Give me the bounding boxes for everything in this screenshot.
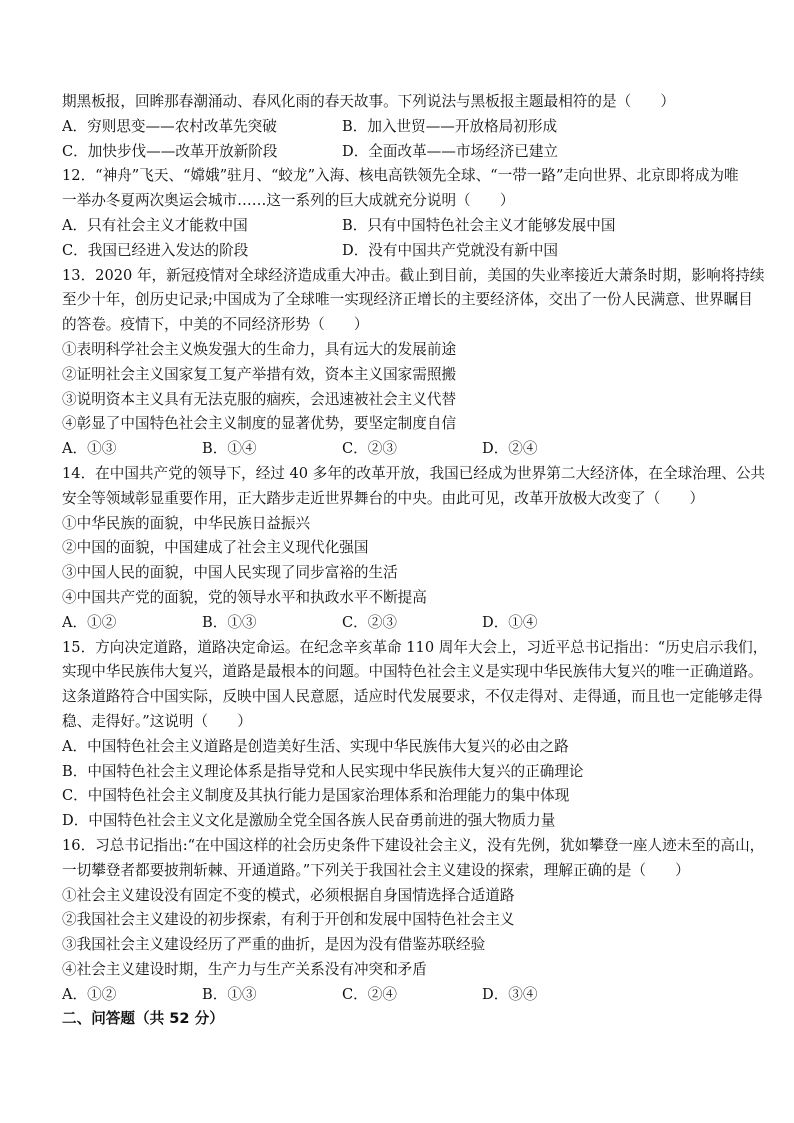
q13-options <box>62 437 794 462</box>
q14-options <box>62 611 794 636</box>
q13-statement-4: ④彰显了中国特色社会主义制度的显著优势，要坚定制度自信 <box>62 415 457 433</box>
q12-option-b[interactable]: B．只有中国特色社会主义才能够发展中国 <box>342 216 616 234</box>
q14-option-b[interactable]: B．①③ <box>202 613 257 631</box>
q15-option-a[interactable]: A．中国特色社会主义道路是创造美好生活、实现中华民族伟大复兴的必由之路 <box>62 737 569 755</box>
q12-stem-line1: 12．“神舟”飞天、“嫦娥”驻月、“蛟龙”入海、核电高铁领先全球、“一带一路”走向世界、北京即将成为唯 <box>62 167 739 185</box>
q14-statement-2: ②中国的面貌，中国建成了社会主义现代化强国 <box>62 539 369 557</box>
q16-stem-line1: 16．习总书记指出:“在中国这样的社会历史条件下建设社会主义，没有先例，犹如攀登一座人迹未至的高山， <box>62 836 765 854</box>
q13-stem-line1: 13．2020 年，新冠疫情对全球经济造成重大冲击。截止到目前，美国的失业率接近大萧条时期，影响将持续 <box>62 266 765 284</box>
q12-options-row2 <box>62 239 794 264</box>
q12-option-d[interactable]: D．没有中国共产党就没有新中国 <box>342 241 559 259</box>
q12-options-row1 <box>62 214 794 239</box>
q13-option-c[interactable]: C．②③ <box>342 440 397 458</box>
q14-statement-4: ④中国共产党的面貌，党的领导水平和执政水平不断提高 <box>62 588 427 606</box>
q14-stem-line1: 14．在中国共产党的领导下，经过 40 多年的改革开放，我国已经成为世界第二大经济体，在全球治理、公共 <box>62 464 766 482</box>
q11-option-c[interactable]: C．加快步伐——改革开放新阶段 <box>62 142 278 160</box>
q15-option-c[interactable]: C．中国特色社会主义制度及其执行能力是国家治理体系和治理能力的集中体现 <box>62 787 570 805</box>
q16-option-c[interactable]: C．②④ <box>342 985 397 1003</box>
q16-statement-3: ③我国社会主义建设经历了严重的曲折，是因为没有借鉴苏联经验 <box>62 936 486 954</box>
q11-options-row2 <box>62 140 794 165</box>
q13-option-d[interactable]: D．②④ <box>482 440 538 458</box>
q15-option-d[interactable]: D．中国特色社会主义文化是激励全党全国各族人民奋勇前进的强大物质力量 <box>62 812 556 830</box>
q15-stem-line2: 实现中华民族伟大复兴，道路是最根本的问题。中国特色社会主义是实现中华民族伟大复兴的唯一正确道路。 <box>62 663 763 681</box>
q16-option-d[interactable]: D．③④ <box>482 985 538 1003</box>
q14-option-d[interactable]: D．①④ <box>482 613 538 631</box>
q13-statement-3: ③说明资本主义具有无法克服的痼疾，会迅速被社会主义代替 <box>62 390 457 408</box>
q16-stem-line2: 一切攀登者都要披荆斩棘、开通道路。”下列关于我国社会主义建设的探索，理解正确的是（ ） <box>62 861 690 879</box>
q12-stem-line2: 一举办冬夏两次奥运会城市……这一系列的巨大成就充分说明（ ） <box>62 192 515 210</box>
q11-options-row1 <box>62 115 794 140</box>
q14-option-a[interactable]: A．①② <box>62 613 117 631</box>
q16-option-b[interactable]: B．①③ <box>202 985 257 1003</box>
q16-option-a[interactable]: A．①② <box>62 985 117 1003</box>
q16-statement-1: ①社会主义建设没有固定不变的模式，必须根据自身国情选择合适道路 <box>62 886 515 904</box>
q14-stem-line2: 安全等领域彰显重要作用，正大踏步走近世界舞台的中央。由此可见，改革开放极大改变了（ ） <box>62 489 705 507</box>
q15-stem-line4: 稳、走得好。”这说明（ ） <box>62 712 252 730</box>
q12-option-a[interactable]: A．只有社会主义才能救中国 <box>62 216 248 234</box>
q13-option-b[interactable]: B．①④ <box>202 440 257 458</box>
q15-stem-line3: 这条道路符合中国实际，反映中国人民意愿，适应时代发展要求，不仅走得对、走得通，而且也一定能够走得 <box>62 688 763 706</box>
q11-option-d[interactable]: D．全面改革——市场经济已建立 <box>342 142 559 160</box>
q16-options <box>62 983 794 1008</box>
q16-statement-4: ④社会主义建设时期，生产力与生产关系没有冲突和矛盾 <box>62 960 427 978</box>
q14-option-c[interactable]: C．②③ <box>342 613 397 631</box>
section-heading: 二、问答题（共 52 分） <box>62 1010 224 1028</box>
q16-statement-2: ②我国社会主义建设的初步探索，有利于开创和发展中国特色社会主义 <box>62 911 515 929</box>
q12-option-c[interactable]: C．我国已经进入发达的阶段 <box>62 241 249 259</box>
q13-option-a[interactable]: A．①③ <box>62 440 117 458</box>
q13-statement-2: ②证明社会主义国家复工复产举措有效，资本主义国家需照搬 <box>62 365 457 383</box>
q13-statement-1: ①表明科学社会主义焕发强大的生命力，具有远大的发展前途 <box>62 340 457 358</box>
q11-option-b[interactable]: B．加入世贸——开放格局初形成 <box>342 117 558 135</box>
q14-statement-3: ③中国人民的面貌，中国人民实现了同步富裕的生活 <box>62 564 398 582</box>
q11-stem: 期黑板报，回眸那春潮涌动、春风化雨的春天故事。下列说法与黑板报主题最相符的是（ ） <box>62 93 675 110</box>
q15-stem-line1: 15．方向决定道路，道路决定命运。在纪念辛亥革命 110 周年大会上，习近平总书记指出：“历史启示我们， <box>62 638 768 656</box>
q13-stem-line2: 至少十年，创历史记录;中国成为了全球唯一实现经济正增长的主要经济体，交出了一份人民满意、世界瞩目 <box>62 291 753 309</box>
q13-stem-line3: 的答卷。疫情下，中美的不同经济形势（ ） <box>62 316 369 334</box>
q15-option-b[interactable]: B．中国特色社会主义理论体系是指导党和人民实现中华民族伟大复兴的正确理论 <box>62 762 584 780</box>
q14-statement-1: ①中华民族的面貌，中华民族日益振兴 <box>62 514 311 532</box>
q11-option-a[interactable]: A．穷则思变——农村改革先突破 <box>62 117 277 135</box>
